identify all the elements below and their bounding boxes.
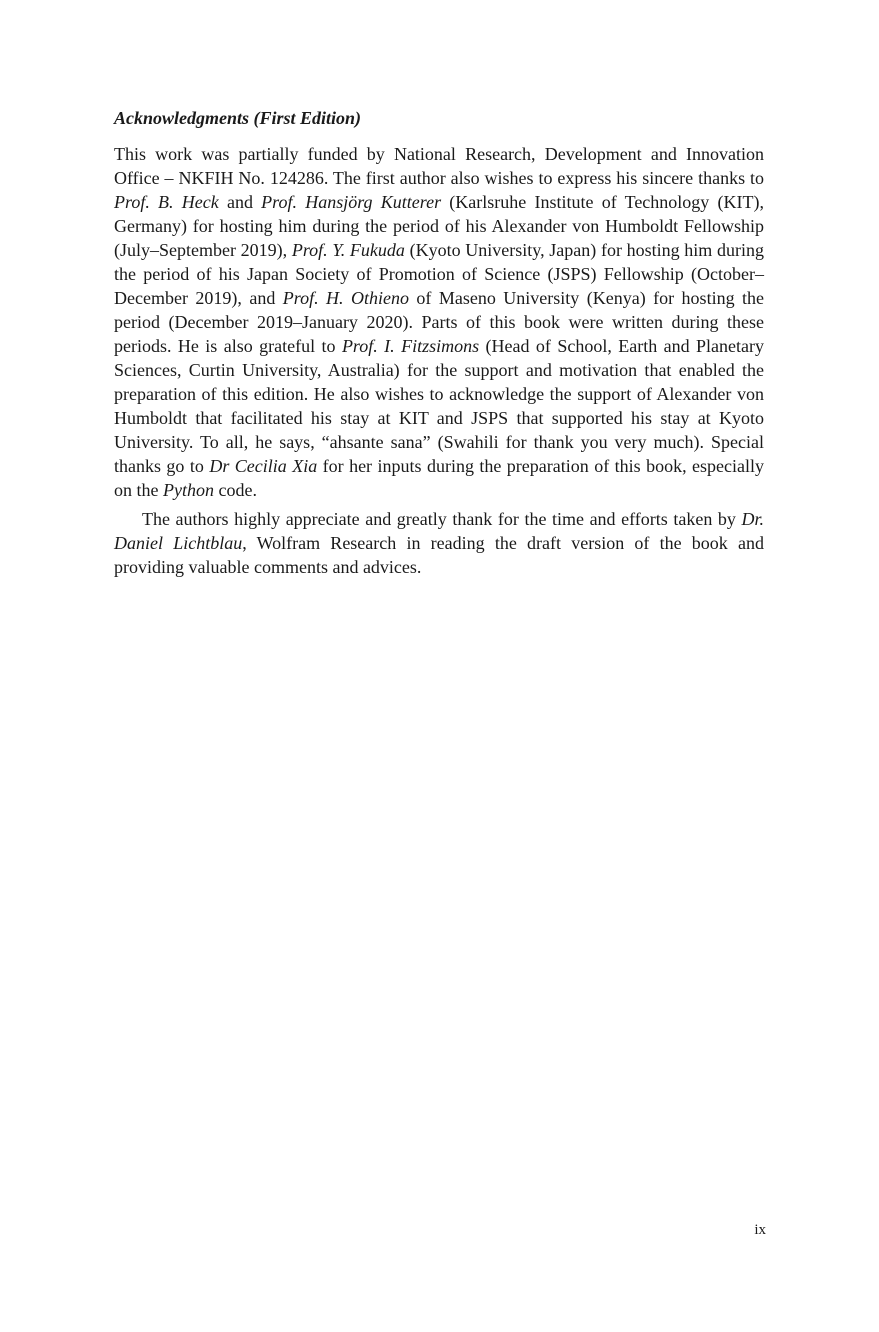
person-name: Prof. H. Othieno (282, 288, 409, 308)
paragraph-text: This work was partially funded by National Research, Development and Innovation Office – NKFIH No. 124286. The first author also wishes to express his sincere thanks to (114, 144, 764, 188)
paragraph-text: for her inputs during the preparation of this book, especially on the (114, 456, 764, 500)
person-name: Dr Cecilia Xia (209, 456, 318, 476)
paragraph-text: (Head of School, Earth and Planetary Sciences, Curtin University, Australia) for the support and motivation that enabled the preparation of this edition. He also wishes to acknowledge the support of Alexander von Humboldt that facilitated his stay at KIT and JSPS that supported his stay at Kyoto University. To all, he says, “ahsante sana” (Swahili for thank you very much). Special thanks go to (114, 336, 764, 476)
person-name: Prof. B. Heck (114, 192, 219, 212)
paragraph-text: and (218, 192, 262, 212)
paragraph-text: (Karlsruhe Institute of Technology (KIT), Germany) for hosting him during the period of his Alexander von Humboldt Fellowship (July–September 2019), (114, 192, 764, 260)
section-heading: Acknowledgments (First Edition) (114, 108, 362, 128)
person-name: Prof. Y. Fukuda (291, 240, 405, 260)
paragraph-text: The authors highly appreciate and greatly thank for the time and efforts taken by (142, 509, 742, 529)
person-name: Prof. I. Fitzsimons (341, 336, 480, 356)
acknowledgments-paragraph-1 (114, 142, 764, 502)
acknowledgments-paragraph-2 (114, 507, 764, 579)
paragraph-text: code. (214, 480, 257, 500)
paragraph-text: , Wolfram Research in reading the draft version of the book and providing valuable comments and advices. (114, 533, 764, 577)
paragraph-text: of Maseno University (Kenya) for hosting the period (December 2019–January 2020). Parts of this book were written during these periods. He is also grateful to (114, 288, 764, 356)
paragraph-text: (Kyoto University, Japan) for hosting him during the period of his Japan Society of Promotion of Science (JSPS) Fellowship (October–December 2019), and (114, 240, 764, 308)
page-number: ix (754, 1222, 766, 1238)
software-name: Python (163, 480, 214, 500)
acknowledgments-section (114, 106, 764, 579)
person-name: Dr. Daniel Lichtblau (114, 509, 764, 553)
person-name: Prof. Hansjörg Kutterer (261, 192, 442, 212)
